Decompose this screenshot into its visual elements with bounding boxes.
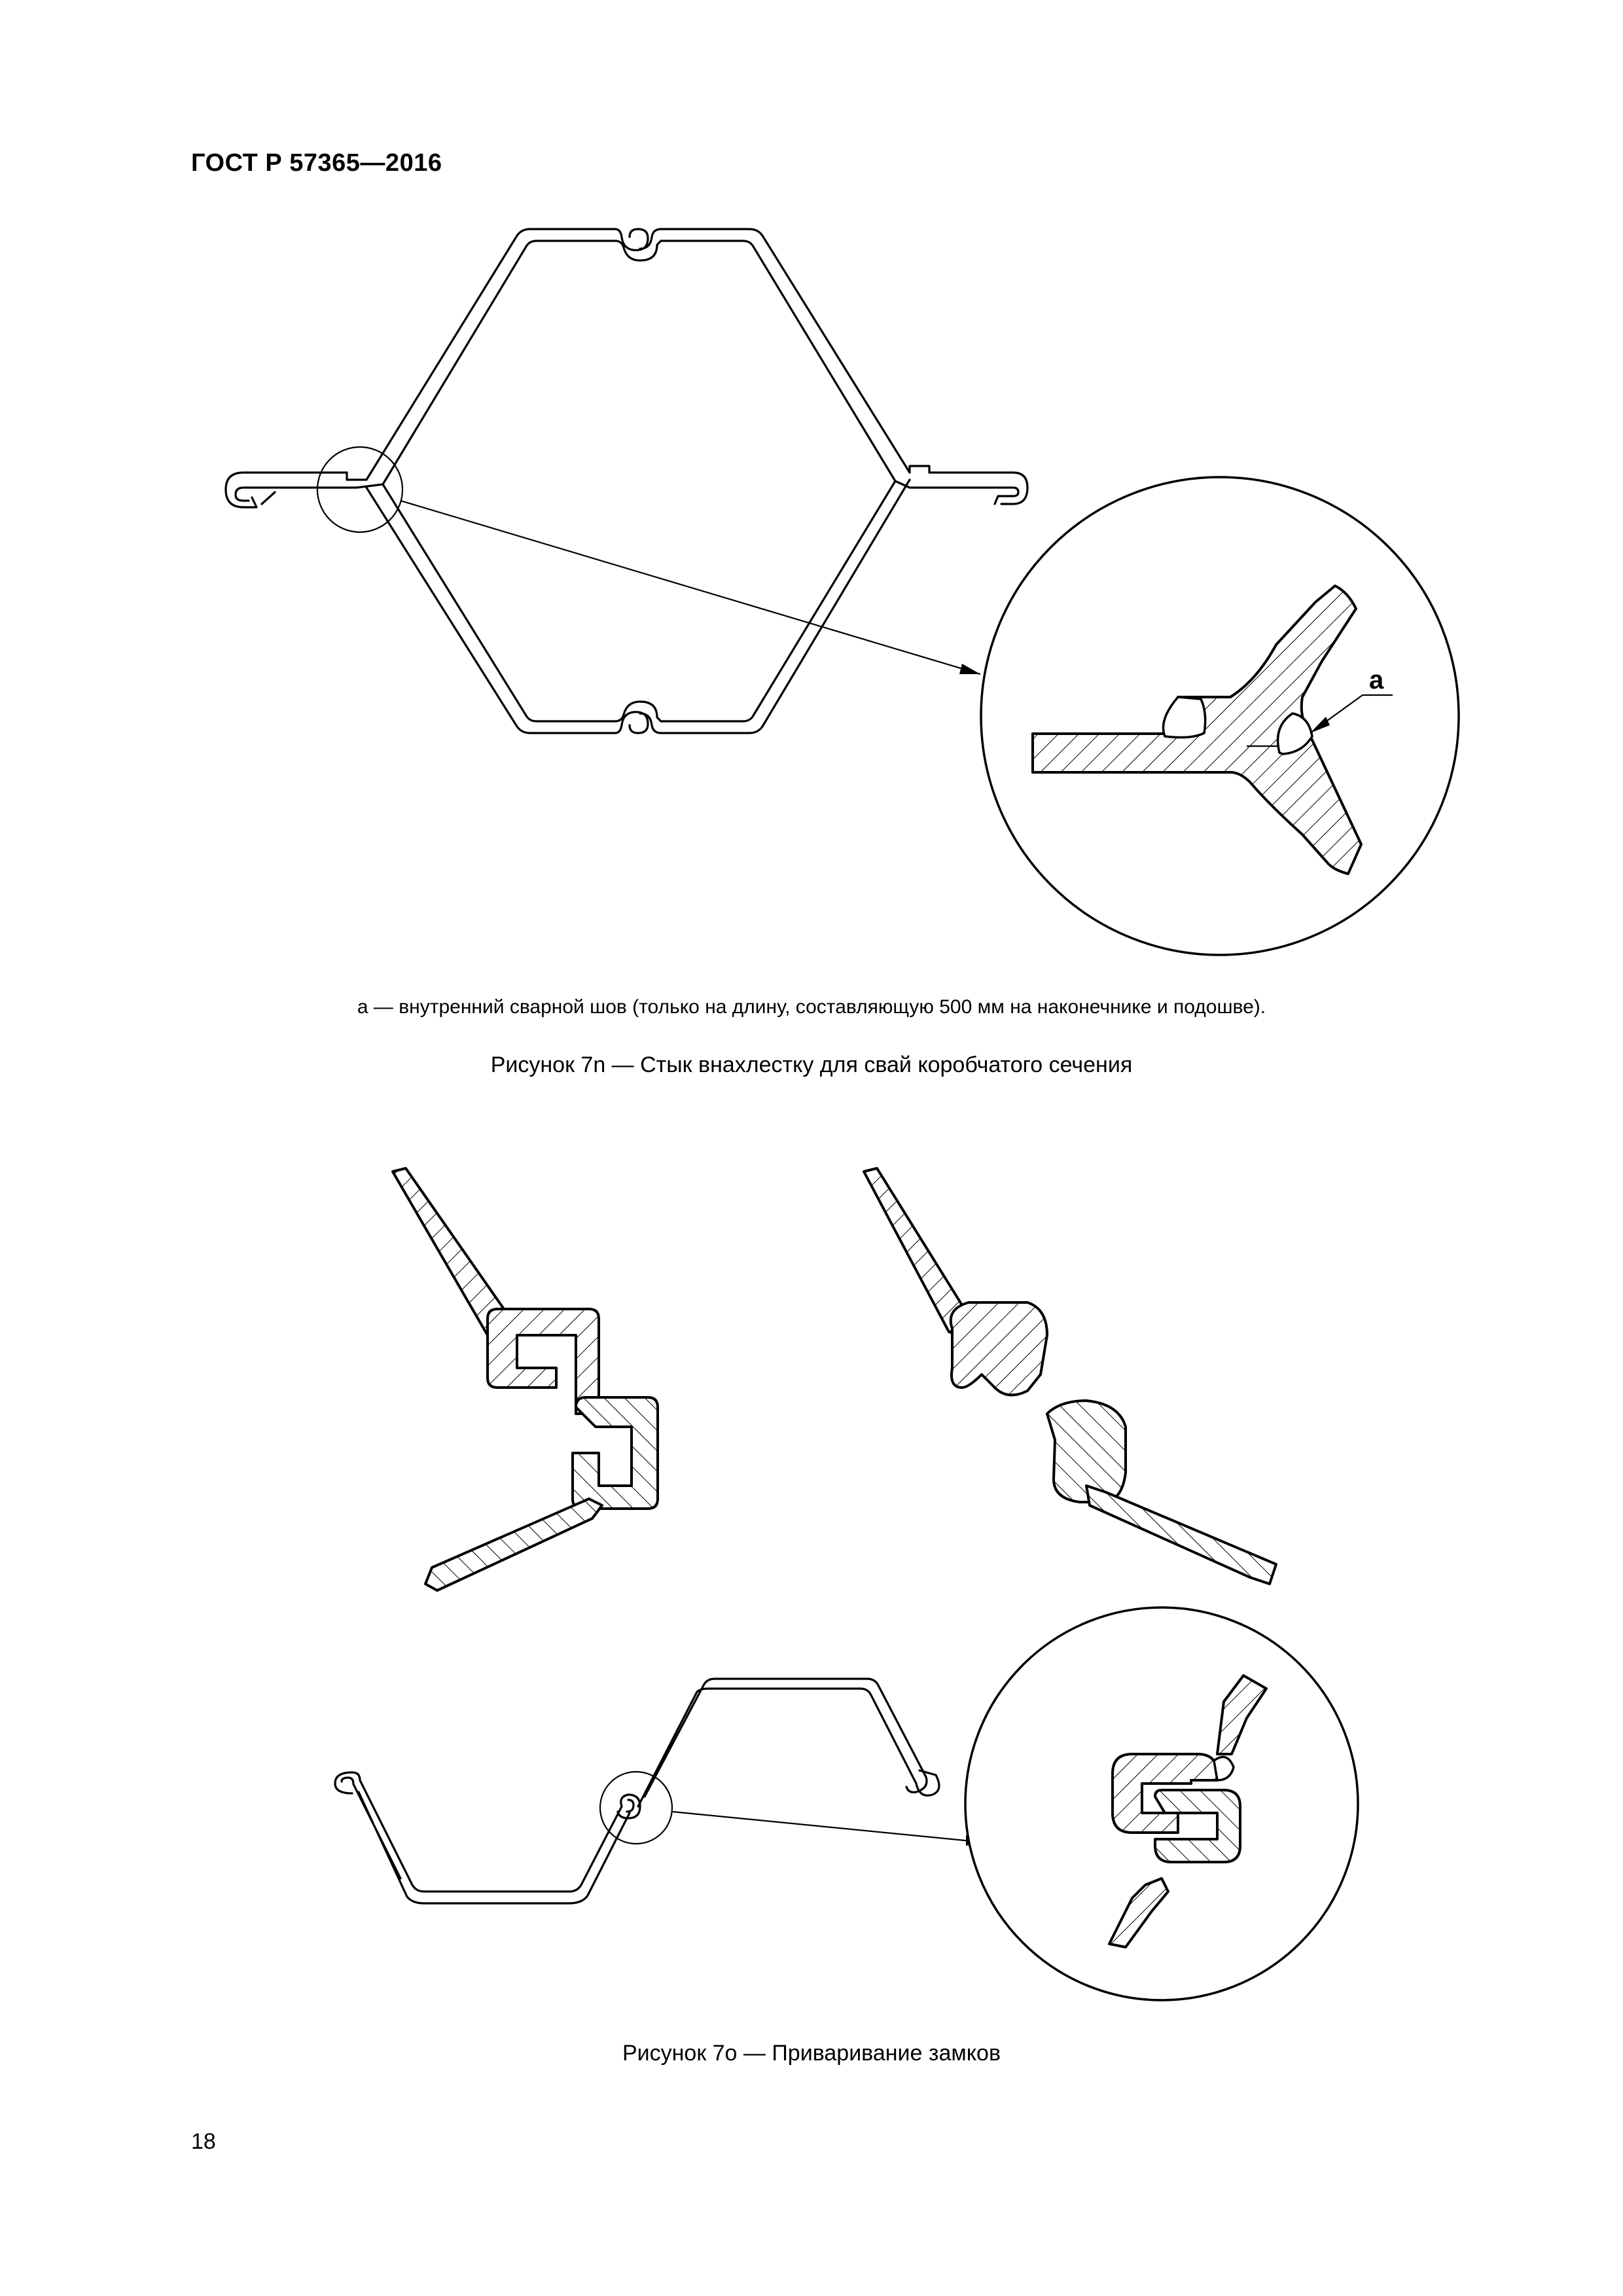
hexagon-pile-section [226, 229, 1027, 733]
figure-7o-caption: Рисунок 7о — Приваривание замков [622, 2041, 1001, 2066]
detail-leader-line-7o [672, 1812, 985, 1842]
figure-7o [0, 1113, 1623, 2094]
figure-7n [0, 0, 1623, 1113]
welded-interlock-left [393, 1168, 658, 1590]
detail-leader-line [401, 501, 980, 674]
weld-callout-letter: a [1369, 666, 1384, 694]
detail-marker-circle [317, 447, 402, 532]
document-header: ГОСТ Р 57365—2016 [191, 149, 442, 177]
figure-7n-note: а — внутренний сварной шов (только на длину, составляющую 500 мм на наконечнике и подошве). [357, 996, 1266, 1018]
welded-interlock-right [864, 1168, 1276, 1584]
sheet-pile-profile [335, 1679, 939, 1903]
leader-arrowhead [959, 664, 980, 674]
figure-7n-drawing [0, 0, 1623, 995]
figure-7o-drawing [0, 1113, 1623, 2042]
figure-7n-caption: Рисунок 7n — Стык внахлестку для свай коробчатого сечения [490, 1052, 1133, 1077]
detail-marker-circle-7o [600, 1772, 672, 1844]
page-number: 18 [191, 2129, 216, 2154]
